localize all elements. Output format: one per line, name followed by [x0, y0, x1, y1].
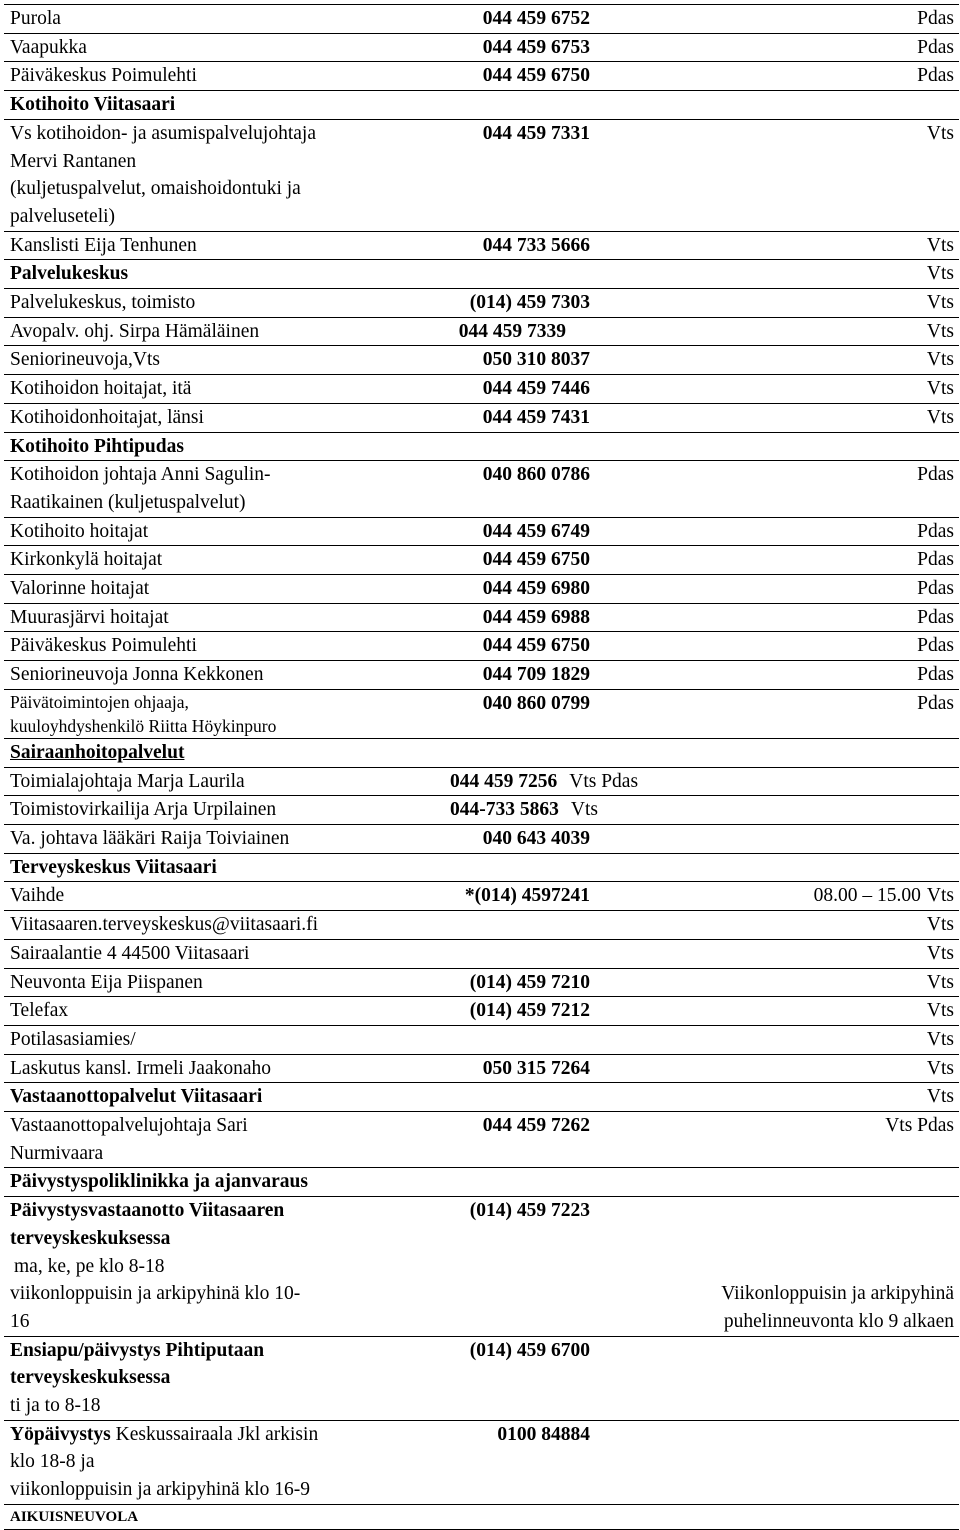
location-tag: Pdas [604, 661, 959, 690]
phone-number: (014) 459 7210 [389, 968, 604, 997]
entry-label-rest: Keskussairaala Jkl arkisin [110, 1423, 319, 1445]
entry-label: Seniorineuvoja,Vts [4, 346, 389, 375]
entry-label-line: klo 18-8 ja [10, 1451, 95, 1473]
entry-label: Va. johtava lääkäri Raija Toiviainen [4, 824, 389, 853]
location-tag: Vts [604, 911, 959, 940]
table-row [4, 882, 959, 911]
table-row [4, 517, 959, 546]
location-tag: Vts [604, 119, 959, 231]
phone-number: 044 459 7331 [389, 119, 604, 231]
section-heading-row [4, 853, 959, 882]
entry-label: Kotihoidonhoitajat, länsi [4, 403, 389, 432]
entry-label-line: 16 [10, 1310, 30, 1332]
location-tag: Vts [604, 375, 959, 404]
table-row [4, 403, 959, 432]
phone-number [389, 853, 604, 882]
location-tag: Pdas [604, 517, 959, 546]
table-row [4, 968, 959, 997]
table-row [4, 375, 959, 404]
table-row [4, 546, 959, 575]
table-row [4, 689, 959, 738]
phone-number: 044 459 7339 [389, 317, 604, 346]
entry-label: Vaapukka [4, 33, 389, 62]
location-tag: Vts Pdas [604, 1112, 959, 1168]
entry-label: Avopalv. ohj. Sirpa Hämäläinen [4, 317, 389, 346]
entry-label-line: Ensiapu/päivystys Pihtiputaan [10, 1339, 265, 1361]
phone-number: 0100 84884 [389, 1420, 604, 1504]
location-tag: Vts [604, 968, 959, 997]
phone-number: 044 459 7446 [389, 375, 604, 404]
entry-label-line: Raatikainen (kuljetuspalvelut) [10, 491, 246, 513]
location-tag: Pdas [604, 461, 959, 517]
phone-number: 044 459 6753 [389, 33, 604, 62]
table-row [4, 346, 959, 375]
table-row [4, 289, 959, 318]
table-row [4, 767, 959, 796]
email-address: Viitasaaren.terveyskeskus@viitasaari.fi [4, 911, 389, 940]
location-tag: Vts Pdas [569, 770, 639, 792]
phone-number: (014) 459 7223 [389, 1197, 604, 1337]
entry-label-line: Päivätoimintojen ohjaaja, [10, 691, 189, 712]
section-heading: Vastaanottopalvelut Viitasaari [4, 1083, 389, 1112]
section-heading-row [4, 432, 959, 461]
location-tag [604, 1336, 959, 1420]
entry-label-line: Vastaanottopalvelujohtaja Sari [10, 1115, 248, 1137]
entry-label [4, 689, 389, 738]
table-row [4, 939, 959, 968]
location-tag: Vts [604, 231, 959, 260]
location-tag [604, 853, 959, 882]
entry-label [4, 1112, 389, 1168]
entry-label: Muurasjärvi hoitajat [4, 603, 389, 632]
entry-label: Sairaalantie 4 44500 Viitasaari [4, 939, 389, 968]
phone-number [389, 767, 959, 796]
location-tag: Pdas [604, 575, 959, 604]
location-tag: Vts [604, 346, 959, 375]
section-heading-row [4, 260, 959, 289]
entry-label-line: kuuloyhdyshenkilö Riitta Höykinpuro [10, 715, 277, 736]
entry-label-line: palveluseteli) [10, 205, 116, 227]
table-row [4, 997, 959, 1026]
contact-directory [4, 4, 959, 1530]
table-row [4, 1420, 959, 1504]
entry-label-line: terveyskeskuksessa [10, 1367, 171, 1389]
location-tag [604, 738, 959, 767]
location-tag [604, 1420, 959, 1504]
table-row [4, 1025, 959, 1054]
location-tag: Pdas [604, 5, 959, 34]
location-tag: Vts [604, 403, 959, 432]
entry-label: Päiväkeskus Poimulehti [4, 62, 389, 91]
entry-label-line: viikonloppuisin ja arkipyhinä klo 10- [10, 1283, 301, 1305]
table-row [4, 461, 959, 517]
phone-number [389, 911, 604, 940]
entry-label-line: ma, ke, pe klo 8-18 [14, 1255, 165, 1277]
section-heading: Terveyskeskus Viitasaari [4, 853, 389, 882]
section-heading-row [4, 1083, 959, 1112]
section-heading: Palvelukeskus [4, 260, 389, 289]
location-tag: Vts [570, 799, 598, 821]
table-row [4, 119, 959, 231]
phone-number: (014) 459 6700 [389, 1336, 604, 1420]
table-row [4, 575, 959, 604]
phone-number: 050 310 8037 [389, 346, 604, 375]
location-tag [604, 824, 959, 853]
table-row [4, 1197, 959, 1337]
section-heading-row [4, 1504, 959, 1529]
entry-label-bold: Yöpäivystys [10, 1423, 111, 1445]
entry-label: Laskutus kansl. Irmeli Jaakonaho [4, 1054, 389, 1083]
location-tag: Vts [604, 317, 959, 346]
entry-label: Seniorineuvoja Jonna Kekkonen [4, 661, 389, 690]
table-row [4, 824, 959, 853]
entry-label: Palvelukeskus, toimisto [4, 289, 389, 318]
table-row [4, 796, 959, 825]
phone-number: (014) 459 7303 [389, 289, 604, 318]
phone-number: 044 459 6750 [389, 546, 604, 575]
location-tag: Vts [604, 939, 959, 968]
location-tag: Pdas [604, 546, 959, 575]
location-tag: Pdas [604, 689, 959, 738]
section-heading-row [4, 91, 959, 120]
phone-number [389, 260, 604, 289]
entry-label: Neuvonta Eija Piispanen [4, 968, 389, 997]
location-tag: Pdas [604, 33, 959, 62]
weekend-note-line: puhelinneuvonta klo 9 alkaen [723, 1310, 954, 1332]
phone-number-value: 044 459 7256 [450, 770, 558, 792]
phone-number [389, 91, 604, 120]
phone-number: 040 860 0786 [389, 461, 604, 517]
entry-label: Vaihde [4, 882, 389, 911]
phone-number: *(014) 4597241 [389, 882, 604, 911]
phone-number: 044 733 5666 [389, 231, 604, 260]
entry-label [4, 1420, 389, 1504]
phone-number: 044 459 6752 [389, 5, 604, 34]
phone-number [389, 432, 604, 461]
phone-number-value: 044-733 5863 [450, 799, 559, 821]
phone-number [389, 1083, 604, 1112]
phone-number [389, 939, 604, 968]
section-heading: Sairaanhoitopalvelut [4, 738, 389, 767]
phone-number [389, 1025, 604, 1054]
table-row [4, 231, 959, 260]
opening-hours: 08.00 – 15.00 [813, 885, 921, 907]
entry-label: Kirkonkylä hoitajat [4, 546, 389, 575]
phone-number: 044 459 6750 [389, 632, 604, 661]
entry-label: Kotihoidon hoitajat, itä [4, 375, 389, 404]
location-tag: Pdas [604, 62, 959, 91]
entry-label [4, 119, 389, 231]
phone-number: 044 459 6750 [389, 62, 604, 91]
table-row [4, 5, 959, 34]
phone-number: 044 459 7431 [389, 403, 604, 432]
phone-number: (014) 459 7212 [389, 997, 604, 1026]
table-row [4, 632, 959, 661]
entry-label: Päiväkeskus Poimulehti [4, 632, 389, 661]
entry-label [4, 461, 389, 517]
entry-label: Purola [4, 5, 389, 34]
entry-label: Toimistovirkailija Arja Urpilainen [4, 796, 389, 825]
location-tag: Vts [604, 289, 959, 318]
location-tag: Vts [604, 1083, 959, 1112]
location-tag: Pdas [604, 603, 959, 632]
directory-table [4, 4, 959, 1530]
phone-number: 040 643 4039 [389, 824, 604, 853]
section-heading: Päivystyspoliklinikka ja ajanvaraus [4, 1168, 959, 1197]
phone-number: 044 459 6980 [389, 575, 604, 604]
entry-label-line: Nurmivaara [10, 1142, 104, 1164]
table-row [4, 1112, 959, 1168]
entry-label-line: viikonloppuisin ja arkipyhinä klo 16-9 [10, 1479, 311, 1501]
section-heading: AIKUISNEUVOLA [4, 1504, 959, 1529]
section-heading-row [4, 738, 959, 767]
location-tag: Vts [604, 1054, 959, 1083]
entry-label-line [10, 1421, 383, 1449]
section-heading: Kotihoito Viitasaari [4, 91, 389, 120]
location-tag [604, 91, 959, 120]
weekend-note [604, 1197, 959, 1337]
table-row [4, 317, 959, 346]
table-row [4, 911, 959, 940]
entry-label-line: Päivystysvastaanotto Viitasaaren [10, 1200, 285, 1222]
location-tag [604, 882, 959, 911]
phone-number: 040 860 0799 [389, 689, 604, 738]
location-tag: Vts [604, 997, 959, 1026]
entry-label: Potilasasiamies/ [4, 1025, 389, 1054]
table-row [4, 62, 959, 91]
phone-number [389, 738, 604, 767]
phone-number: 044 459 7262 [389, 1112, 604, 1168]
entry-label: Kanslisti Eija Tenhunen [4, 231, 389, 260]
entry-label-line: Vs kotihoidon- ja asumispalvelujohtaja [10, 122, 316, 144]
table-row [4, 1054, 959, 1083]
table-row [4, 661, 959, 690]
entry-label-line: Kotihoidon johtaja Anni Sagulin- [10, 464, 271, 486]
section-heading: Kotihoito Pihtipudas [4, 432, 389, 461]
location-tag [604, 432, 959, 461]
entry-label: Toimialajohtaja Marja Laurila [4, 767, 389, 796]
entry-label [4, 1197, 389, 1337]
entry-label: Telefax [4, 997, 389, 1026]
entry-label-line: ti ja to 8-18 [10, 1395, 101, 1417]
phone-number: 050 315 7264 [389, 1054, 604, 1083]
phone-number: 044 459 6988 [389, 603, 604, 632]
section-heading-row [4, 1168, 959, 1197]
table-row [4, 33, 959, 62]
phone-number: 044 709 1829 [389, 661, 604, 690]
location-tag: Vts [604, 260, 959, 289]
entry-label: Valorinne hoitajat [4, 575, 389, 604]
location-tag-value: Vts [926, 885, 954, 907]
entry-label-line: terveyskeskuksessa [10, 1227, 171, 1249]
entry-label [4, 1336, 389, 1420]
entry-label-line: (kuljetuspalvelut, omaishoidontuki ja [10, 178, 301, 200]
phone-number: 044 459 6749 [389, 517, 604, 546]
table-row [4, 603, 959, 632]
entry-label: Kotihoito hoitajat [4, 517, 389, 546]
table-row [4, 1336, 959, 1420]
phone-number [389, 796, 959, 825]
weekend-note-line: Viikonloppuisin ja arkipyhinä [721, 1283, 954, 1305]
location-tag: Pdas [604, 632, 959, 661]
entry-label-line: Mervi Rantanen [10, 150, 137, 172]
location-tag: Vts [604, 1025, 959, 1054]
